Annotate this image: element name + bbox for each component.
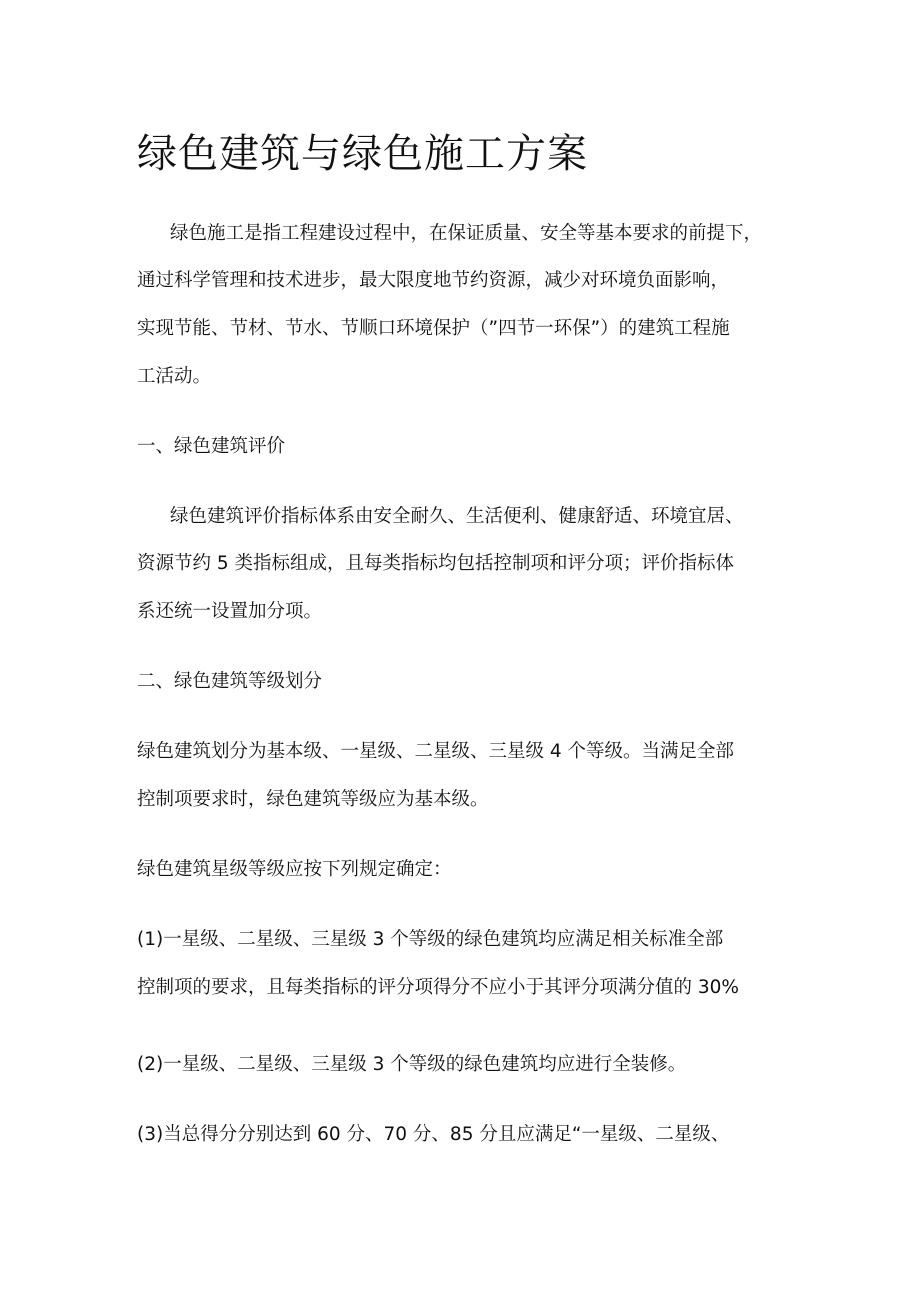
intro-line-2: 通过科学管理和技术进步，最大限度地节约资源，减少对环境负面影响， bbox=[137, 270, 730, 291]
section-1-line-1: 绿色建筑评价指标体系由安全耐久、生活便利、健康舒适、环境宜居、 bbox=[170, 506, 744, 527]
section-2-p2: 绿色建筑星级等级应按下列规定确定： bbox=[137, 859, 452, 880]
section-2-p1-line-1: 绿色建筑划分为基本级、一星级、二星级、三星级 4 个等级。当满足全部 bbox=[137, 741, 735, 762]
item-3: (3)当总得分分别达到 60 分、70 分、85 分且应满足“一星级、二星级、 bbox=[137, 1124, 730, 1145]
intro-line-4: 工活动。 bbox=[137, 366, 212, 387]
section-1-line-2: 资源节约 5 类指标组成，且每类指标均包括控制项和评分项；评价指标体 bbox=[137, 553, 735, 574]
item-1-line-2: 控制项的要求，且每类指标的评分项得分不应小于其评分项满分值的 30% bbox=[137, 977, 740, 998]
section-1-line-3: 系还统一设置加分项。 bbox=[137, 601, 323, 622]
item-2: (2)一星级、二星级、三星级 3 个等级的绿色建筑均应进行全装修。 bbox=[137, 1054, 687, 1075]
intro-line-3: 实现节能、节材、节水、节顺口环境保护（”四节一环保”）的建筑工程施 bbox=[137, 318, 730, 339]
section-2-p1-line-2: 控制项要求时，绿色建筑等级应为基本级。 bbox=[137, 789, 489, 810]
intro-line-1: 绿色施工是指工程建设过程中，在保证质量、安全等基本要求的前提下， bbox=[170, 223, 763, 244]
section-2-heading: 二、绿色建筑等级划分 bbox=[137, 671, 323, 692]
document-title: 绿色建筑与绿色施工方案 bbox=[137, 131, 588, 177]
section-1-heading: 一、绿色建筑评价 bbox=[137, 436, 286, 457]
item-1-line-1: (1)一星级、二星级、三星级 3 个等级的绿色建筑均应满足相关标准全部 bbox=[137, 929, 724, 950]
